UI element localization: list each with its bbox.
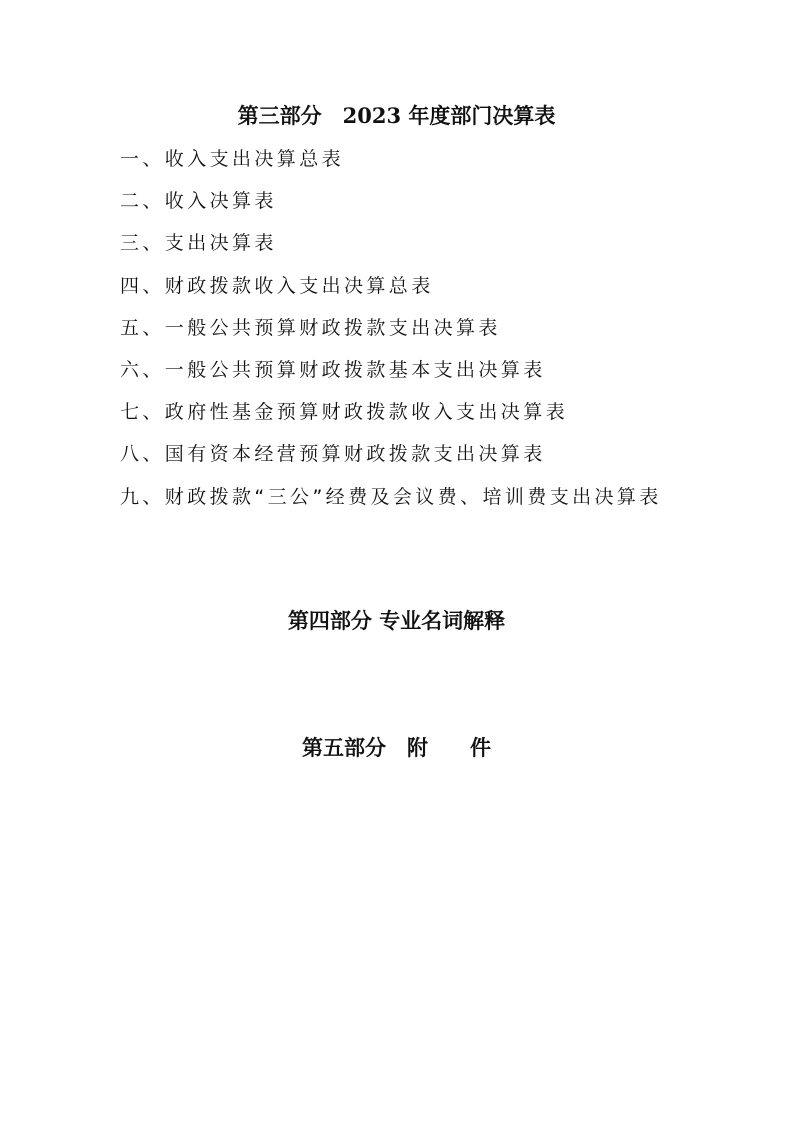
list-item: 九、财政拨款“三公”经费及会议费、培训费支出决算表 — [120, 485, 662, 508]
list-item: 七、政府性基金预算财政拨款收入支出决算表 — [120, 401, 569, 424]
list-item: 二、收入决算表 — [120, 190, 277, 213]
list-item: 一、收入支出决算总表 — [120, 148, 345, 170]
list-item: 三、支出决算表 — [120, 232, 277, 255]
part5-title: 第五部分 附 件 — [302, 735, 491, 760]
part3-title: 第三部分 2023 年度部门决算表 — [237, 103, 556, 128]
list-item: 六、一般公共预算财政拨款基本支出决算表 — [120, 358, 546, 381]
list-item: 八、国有资本经营预算财政拨款支出决算表 — [120, 443, 546, 466]
list-item: 四、财政拨款收入支出决算总表 — [120, 274, 434, 297]
part3-table-list — [120, 145, 740, 525]
list-item: 五、一般公共预算财政拨款支出决算表 — [120, 316, 501, 339]
part4-title: 第四部分 专业名词解释 — [287, 608, 506, 633]
